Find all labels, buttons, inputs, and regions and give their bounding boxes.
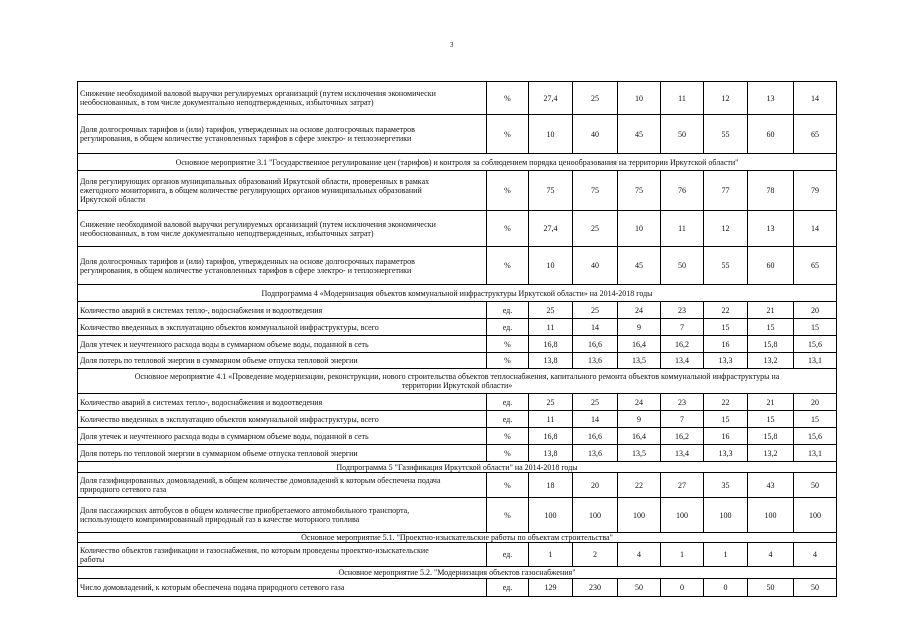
indicator-value: 1: [661, 543, 704, 567]
indicator-value: 230: [573, 579, 618, 597]
indicator-value: 10: [618, 211, 661, 247]
indicator-value: 7: [661, 411, 704, 428]
indicator-value: 10: [618, 82, 661, 115]
section-header-row: [78, 533, 837, 543]
unit-of-measure: %: [487, 353, 529, 369]
indicator-value: 11: [661, 211, 704, 247]
indicator-value: 24: [618, 302, 661, 319]
unit-of-measure: %: [487, 498, 529, 533]
indicator-value: 13,4: [661, 353, 704, 369]
indicator-value: 4: [618, 543, 661, 567]
indicator-value: 100: [794, 498, 837, 533]
indicator-row: [78, 302, 837, 319]
indicator-value: 12: [704, 82, 748, 115]
unit-of-measure: %: [487, 445, 529, 462]
indicator-name: Доля пассажирских автобусов в общем количестве приобретаемого автомобильного транспорта, использующего компримированный природный газ в качестве моторного топлива: [78, 498, 487, 533]
indicator-row: [78, 498, 837, 533]
indicator-value: 0: [704, 579, 748, 597]
indicator-value: 100: [704, 498, 748, 533]
indicator-value: 2: [573, 543, 618, 567]
indicator-value: 22: [704, 302, 748, 319]
indicator-value: 13,5: [618, 353, 661, 369]
unit-of-measure: %: [487, 82, 529, 115]
indicator-value: 13,8: [529, 353, 573, 369]
indicator-value: 55: [704, 247, 748, 285]
indicator-value: 76: [661, 171, 704, 211]
indicators-table-body: [78, 82, 837, 597]
indicator-value: 55: [704, 115, 748, 154]
indicator-value: 13,2: [748, 353, 794, 369]
indicator-value: 43: [748, 473, 794, 498]
indicator-name: Доля утечек и неучтенного расхода воды в суммарном объеме воды, поданной в сеть: [78, 336, 487, 353]
indicator-value: 21: [748, 394, 794, 411]
indicator-value: 13,6: [573, 353, 618, 369]
indicator-row: [78, 319, 837, 336]
indicator-value: 15: [794, 319, 837, 336]
indicator-value: 23: [661, 394, 704, 411]
indicator-value: 100: [661, 498, 704, 533]
indicator-value: 50: [661, 115, 704, 154]
indicator-value: 16,2: [661, 336, 704, 353]
unit-of-measure: ед.: [487, 302, 529, 319]
unit-of-measure: ед.: [487, 411, 529, 428]
indicator-value: 13,3: [704, 353, 748, 369]
indicator-row: [78, 473, 837, 498]
indicator-value: 11: [529, 319, 573, 336]
indicator-value: 11: [661, 82, 704, 115]
indicator-name: Снижение необходимой валовой выручки регулируемых организаций (путем исключения экономически необоснованных, в том числе документально неподтвержденных, избыточных затрат): [78, 82, 487, 115]
indicator-value: 25: [573, 394, 618, 411]
indicator-value: 35: [704, 473, 748, 498]
indicator-value: 25: [529, 302, 573, 319]
indicator-value: 45: [618, 247, 661, 285]
unit-of-measure: ед.: [487, 394, 529, 411]
indicator-value: 60: [748, 115, 794, 154]
indicator-value: 14: [794, 211, 837, 247]
indicator-row: [78, 336, 837, 353]
indicator-value: 79: [794, 171, 837, 211]
indicator-value: 15,6: [794, 336, 837, 353]
indicator-value: 14: [573, 319, 618, 336]
section-title: Основное мероприятие 4.1 «Проведение модернизации, реконструкции, нового строительства объектов теплоснабжения, капитального ремонта объектов коммунальной инфраструктуры на территории Иркутской области»: [78, 369, 837, 394]
indicator-value: 16,2: [661, 428, 704, 445]
indicator-value: 16,4: [618, 428, 661, 445]
indicator-name: Количество введенных в эксплуатацию объектов коммунальной инфраструктуры, всего: [78, 319, 487, 336]
indicator-name: Количество аварий в системах тепло-, водоснабжения и водоотведения: [78, 302, 487, 319]
unit-of-measure: %: [487, 336, 529, 353]
indicator-value: 13,3: [704, 445, 748, 462]
indicator-value: 14: [794, 82, 837, 115]
unit-of-measure: %: [487, 211, 529, 247]
indicator-value: 45: [618, 115, 661, 154]
indicator-value: 10: [529, 115, 573, 154]
unit-of-measure: ед.: [487, 319, 529, 336]
indicator-row: [78, 428, 837, 445]
indicator-value: 50: [618, 579, 661, 597]
indicator-name: Количество введенных в эксплуатацию объектов коммунальной инфраструктуры, всего: [78, 411, 487, 428]
indicator-value: 25: [529, 394, 573, 411]
indicator-row: [78, 445, 837, 462]
indicator-value: 16,4: [618, 336, 661, 353]
unit-of-measure: %: [487, 171, 529, 211]
indicator-value: 1: [704, 543, 748, 567]
section-header-row: [78, 567, 837, 579]
indicator-value: 75: [618, 171, 661, 211]
unit-of-measure: %: [487, 247, 529, 285]
indicator-name: Доля регулирующих органов муниципальных образований Иркутской области, проверенных в рамках ежегодного мониторинга, в общем количестве регулирующих органов муниципальных образований Иркутской области: [78, 171, 487, 211]
indicator-value: 13,1: [794, 445, 837, 462]
indicator-value: 50: [794, 473, 837, 498]
indicator-row: [78, 543, 837, 567]
indicator-name: Количество объектов газификации и газоснабжения, по которым проведены проектно-изыскательские работы: [78, 543, 487, 567]
indicator-value: 13,2: [748, 445, 794, 462]
section-header-row: [78, 462, 837, 473]
indicator-value: 40: [573, 115, 618, 154]
unit-of-measure: %: [487, 428, 529, 445]
indicator-value: 9: [618, 411, 661, 428]
indicator-value: 12: [704, 211, 748, 247]
indicator-value: 16,8: [529, 336, 573, 353]
indicator-value: 15,8: [748, 336, 794, 353]
indicator-value: 65: [794, 115, 837, 154]
indicator-value: 15: [704, 319, 748, 336]
section-title: Основное мероприятие 5.2. "Модернизация объектов газоснабжения": [78, 567, 837, 579]
indicator-value: 21: [748, 302, 794, 319]
section-title: Основное мероприятие 3.1 "Государственное регулирование цен (тарифов) и контроля за соблюдением порядка ценообразования на территории Иркутской области": [78, 154, 837, 171]
section-title: Подпрограмма 5 "Газификация Иркутской области" на 2014-2018 годы: [78, 462, 837, 473]
indicator-value: 25: [573, 82, 618, 115]
indicator-value: 15: [748, 411, 794, 428]
indicator-value: 23: [661, 302, 704, 319]
indicator-name: Число домовладений, к которым обеспечена подача природного сетевого газа: [78, 579, 487, 597]
indicator-value: 20: [794, 302, 837, 319]
indicator-value: 4: [748, 543, 794, 567]
indicator-name: Доля утечек и неучтенного расхода воды в суммарном объеме воды, поданной в сеть: [78, 428, 487, 445]
unit-of-measure: ед.: [487, 579, 529, 597]
indicator-value: 100: [529, 498, 573, 533]
unit-of-measure: %: [487, 115, 529, 154]
indicator-value: 50: [748, 579, 794, 597]
indicator-value: 22: [618, 473, 661, 498]
indicator-value: 14: [573, 411, 618, 428]
indicator-name: Доля газифицированных домовладений, в общем количестве домовладений к которым обеспечена подача природного сетевого газа: [78, 473, 487, 498]
indicator-value: 100: [748, 498, 794, 533]
indicator-value: 22: [704, 394, 748, 411]
indicator-value: 75: [573, 171, 618, 211]
indicator-row: [78, 394, 837, 411]
indicator-value: 16,6: [573, 428, 618, 445]
indicator-value: 15: [794, 411, 837, 428]
indicator-value: 13: [748, 211, 794, 247]
indicator-row: [78, 579, 837, 597]
indicator-row: [78, 211, 837, 247]
indicator-value: 13,5: [618, 445, 661, 462]
indicator-value: 60: [748, 247, 794, 285]
unit-of-measure: %: [487, 473, 529, 498]
section-title: Подпрограмма 4 «Модернизация объектов коммунальной инфраструктуры Иркутской области» на 2014-2018 годы: [78, 285, 837, 302]
indicator-value: 16,6: [573, 336, 618, 353]
indicator-value: 75: [529, 171, 573, 211]
indicator-name: Доля долгосрочных тарифов и (или) тарифов, утвержденных на основе долгосрочных параметров регулирования, в общем количестве установленных тарифов в сфере электро- и теплоэнергетики: [78, 247, 487, 285]
indicator-value: 13,6: [573, 445, 618, 462]
indicator-row: [78, 115, 837, 154]
indicator-value: 9: [618, 319, 661, 336]
indicator-value: 15,8: [748, 428, 794, 445]
indicator-value: 13,8: [529, 445, 573, 462]
section-title: Основное мероприятие 5.1. "Проектно-изыскательские работы по объектам строительства": [78, 533, 837, 543]
indicator-value: 25: [573, 211, 618, 247]
indicator-value: 18: [529, 473, 573, 498]
indicator-value: 16: [704, 336, 748, 353]
indicator-value: 100: [618, 498, 661, 533]
indicator-value: 10: [529, 247, 573, 285]
indicator-value: 16,8: [529, 428, 573, 445]
indicator-value: 13,4: [661, 445, 704, 462]
indicator-row: [78, 171, 837, 211]
section-header-row: [78, 285, 837, 302]
indicator-value: 7: [661, 319, 704, 336]
section-header-row: [78, 369, 837, 394]
indicator-value: 24: [618, 394, 661, 411]
indicator-value: 15: [748, 319, 794, 336]
indicators-table: [77, 81, 837, 597]
indicator-value: 27: [661, 473, 704, 498]
indicator-value: 13: [748, 82, 794, 115]
indicator-value: 0: [661, 579, 704, 597]
indicator-value: 78: [748, 171, 794, 211]
section-header-row: [78, 154, 837, 171]
indicator-value: 15,6: [794, 428, 837, 445]
indicator-name: Доля потерь по тепловой энергии в суммарном объеме отпуска тепловой энергии: [78, 353, 487, 369]
indicator-value: 15: [704, 411, 748, 428]
indicator-name: Доля долгосрочных тарифов и (или) тарифов, утвержденных на основе долгосрочных параметров регулирования, в общем количестве установленных тарифов в сфере электро- и теплоэнергетики: [78, 115, 487, 154]
indicator-value: 4: [794, 543, 837, 567]
indicator-value: 27,4: [529, 82, 573, 115]
indicator-value: 65: [794, 247, 837, 285]
indicator-value: 1: [529, 543, 573, 567]
indicator-name: Снижение необходимой валовой выручки регулируемых организаций (путем исключения экономически необоснованных, в том числе документально неподтвержденных, избыточных затрат): [78, 211, 487, 247]
page-number: 3: [450, 41, 454, 49]
indicator-value: 100: [573, 498, 618, 533]
indicator-value: 20: [573, 473, 618, 498]
indicator-value: 50: [794, 579, 837, 597]
indicator-value: 77: [704, 171, 748, 211]
unit-of-measure: ед.: [487, 543, 529, 567]
indicator-name: Количество аварий в системах тепло-, водоснабжения и водоотведения: [78, 394, 487, 411]
indicator-value: 50: [661, 247, 704, 285]
indicator-row: [78, 353, 837, 369]
indicator-value: 20: [794, 394, 837, 411]
indicator-row: [78, 247, 837, 285]
indicator-value: 40: [573, 247, 618, 285]
indicator-row: [78, 82, 837, 115]
indicator-value: 27,4: [529, 211, 573, 247]
indicator-row: [78, 411, 837, 428]
indicator-value: 16: [704, 428, 748, 445]
indicator-value: 25: [573, 302, 618, 319]
indicator-value: 13,1: [794, 353, 837, 369]
indicator-value: 129: [529, 579, 573, 597]
indicator-value: 11: [529, 411, 573, 428]
indicator-name: Доля потерь по тепловой энергии в суммарном объеме отпуска тепловой энергии: [78, 445, 487, 462]
